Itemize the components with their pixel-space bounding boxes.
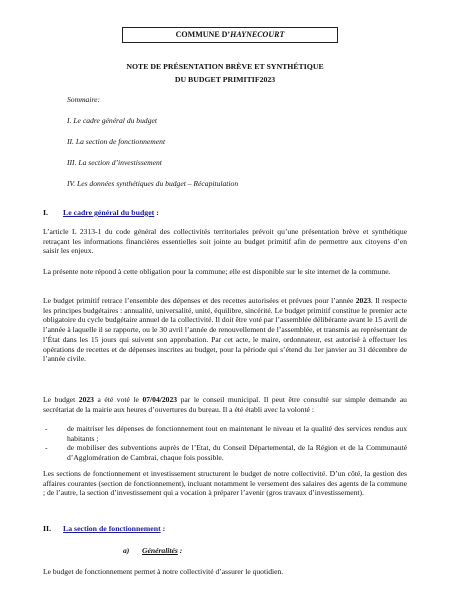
paragraph bbox=[43, 395, 407, 414]
commune-title-prefix: COMMUNE D’ bbox=[175, 30, 231, 39]
paragraph-text: par le conseil municipal. Il peut être consulté sur simple demande au secrétariat de la mairie aux heures d’ouvertures du bureau. Il a été établi avec la volonté : bbox=[43, 395, 407, 414]
budget-year: 2023 bbox=[355, 296, 371, 305]
subsection-label: Généralités bbox=[142, 546, 178, 555]
paragraph bbox=[43, 469, 407, 498]
paragraph bbox=[43, 296, 407, 364]
section-1-colon: : bbox=[154, 208, 159, 217]
section-2-title bbox=[43, 524, 165, 534]
paragraph-text: L’article L 2313-1 du code général des collectivités territoriales prévoit qu’une présentation brève et synthétique retraçant les informations financières essentielles soit jointe au budget primitif afin de permettre aux citoyens d’en saisir les enjeux. bbox=[43, 227, 407, 256]
paragraph-text: a été voté le bbox=[93, 395, 143, 404]
paragraph bbox=[43, 267, 407, 277]
section-2-colon: : bbox=[160, 524, 166, 533]
summary-item: II. La section de fonctionnement bbox=[67, 137, 166, 146]
section-2-number: II. bbox=[43, 524, 52, 533]
list-item-text: de maitriser les dépenses de fonctionnement tout en maintenant le niveau et la qualité des services rendus aux habitants ; bbox=[67, 424, 407, 443]
document-heading bbox=[51, 60, 399, 86]
heading-line-2: DU BUDGET PRIMITIF2023 bbox=[174, 75, 276, 84]
paragraph bbox=[43, 567, 407, 577]
section-1-number: I. bbox=[43, 208, 48, 217]
subsection-a-title bbox=[123, 546, 182, 556]
summary-label: Sommaire: bbox=[67, 95, 101, 104]
paragraph-text: Le budget de fonctionnement permet à notre collectivité d’assurer le quotidien. bbox=[43, 567, 284, 576]
paragraph-text: Le budget bbox=[43, 395, 79, 404]
paragraph bbox=[43, 227, 407, 256]
bullet-mark: - bbox=[45, 443, 48, 453]
section-1-label: Le cadre général du budget bbox=[63, 208, 155, 217]
list-item-text: de mobiliser des subventions auprès de l’Etat, du Conseil Départemental, de la Région et de la Communauté d’Agglomération de Cambrai, chaque fois possible. bbox=[67, 443, 407, 463]
summary-item: III. La section d’investissement bbox=[67, 158, 162, 167]
bullet-mark: - bbox=[45, 424, 48, 433]
paragraph-text: Les sections de fonctionnement et investissement structurent le budget de notre collectivité. D’un côté, la gestion des affaires courantes (section de fonctionnement), incluant notamment le versement des salaires des agents de la commune ; de l’autre, la section d’investissement qui a vocation à préparer l’avenir (gros travaux d’investissement). bbox=[43, 469, 407, 498]
summary-item: IV. Les données synthétiques du budget – Récapitulation bbox=[67, 179, 239, 188]
commune-title-box bbox=[122, 27, 338, 43]
summary-item: I. Le cadre général du budget bbox=[67, 116, 157, 125]
bullet-list bbox=[43, 424, 407, 463]
section-1-title bbox=[43, 208, 159, 218]
subsection-colon: : bbox=[177, 546, 183, 555]
paragraph-text: . Il respecte les principes budgétaires : annualité, universalité, unité, équilibre, sincérité. Le budget primitif constitue le premier acte obligatoire du cycle budgétaire annuel de la collectivité. Il doit être voté par l’assemblée délibérante avant le 15 avril de l’année à laquelle il se rapporte, ou le 30 avril l’année de renouvellement de l’assemblée, et transmis au représentant de l’État dans les 15 jours qui suivent son approbation. Par cet acte, le maire, ordonnateur, est autorisé à effectuer les opérations de recettes et de dépenses inscrites au budget, pour la période qui s’étend du 1er janvier au 31 décembre de l’année civile. bbox=[43, 296, 407, 364]
section-2-label: La section de fonctionnement bbox=[63, 524, 161, 533]
list-item bbox=[43, 424, 407, 443]
paragraph-text: La présente note répond à cette obligation pour la commune; elle est disponible sur le site internet de la commune. bbox=[43, 267, 391, 276]
commune-name: HAYNECOURT bbox=[230, 30, 285, 39]
subsection-letter: a) bbox=[123, 546, 130, 555]
vote-date: 07/04/2023 bbox=[142, 395, 178, 404]
list-item bbox=[43, 443, 407, 462]
paragraph-text: Le budget primitif retrace l’ensemble des dépenses et des recettes autorisées et prévues pour l’année bbox=[43, 296, 356, 305]
heading-line-1: NOTE DE PRÉSENTATION BRÈVE ET SYNTHÉTIQUE bbox=[126, 62, 324, 71]
budget-year: 2023 bbox=[78, 395, 94, 404]
